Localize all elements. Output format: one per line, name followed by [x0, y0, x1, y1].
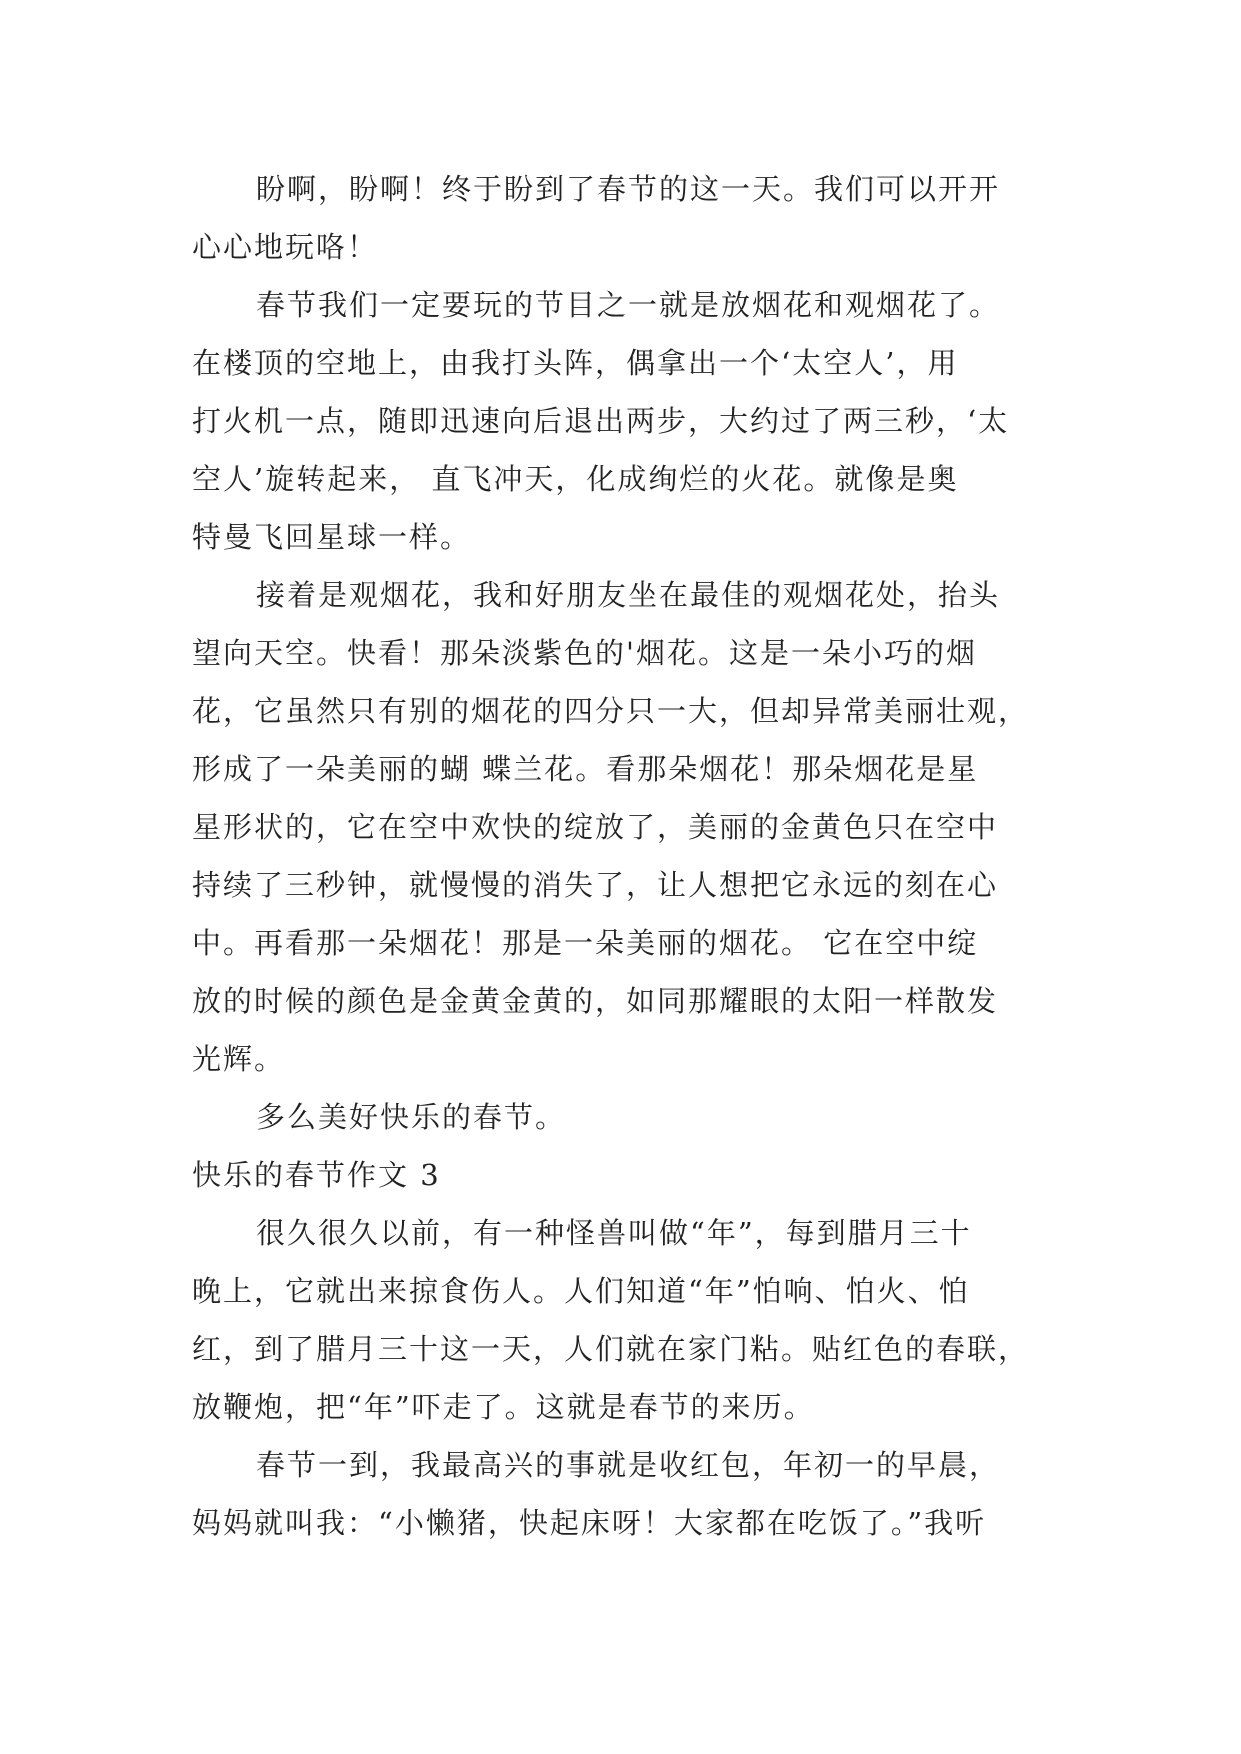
text-line: 多么美好快乐的春节。 [256, 1100, 567, 1134]
text-line: 在楼顶的空地上，由我打头阵，偶拿出一个‘太空人’，用 [192, 346, 959, 380]
text-line: 春节一到，我最高兴的事就是收红包，年初一的早晨， [256, 1448, 1001, 1482]
text-line: 盼啊，盼啊！终于盼到了春节的这一天。我们可以开开 [256, 172, 1001, 206]
text-line: 望向天空。快看！那朵淡紫色的'烟花。这是一朵小巧的烟 [192, 636, 977, 670]
text-line: 放的时候的颜色是金黄金黄的，如同那耀眼的太阳一样散发 [192, 984, 999, 1018]
text-line: 持续了三秒钟，就慢慢的消失了，让人想把它永远的刻在心 [192, 868, 999, 902]
section-heading: 快乐的春节作文 3 [192, 1158, 441, 1192]
text-line: 妈妈就叫我：“小懒猪，快起床呀！大家都在吃饭了。”我听 [192, 1506, 987, 1540]
text-line: 接着是观烟花，我和好朋友坐在最佳的观烟花处，抬头 [256, 578, 1001, 612]
text-line: 晚上，它就出来掠食伤人。人们知道“年”怕响、怕火、怕 [192, 1274, 970, 1308]
document-body [192, 160, 1072, 1552]
text-line: 中。再看那一朵烟花！那是一朵美丽的烟花。 它在空中绽 [192, 926, 979, 960]
text-line: 特曼飞回星球一样。 [192, 520, 472, 554]
text-line: 很久很久以前，有一种怪兽叫做“年”，每到腊月三十 [256, 1216, 972, 1250]
text-line: 春节我们一定要玩的节目之一就是放烟花和观烟花了。 [256, 288, 1001, 322]
text-line: 星形状的，它在空中欢快的绽放了，美丽的金黄色只在空中 [192, 810, 999, 844]
text-line: 花，它虽然只有别的烟花的四分只一大，但却异常美丽壮观， [192, 694, 1030, 728]
text-line: 形成了一朵美丽的蝴 蝶兰花。看那朵烟花！那朵烟花是星 [192, 752, 979, 786]
text-line: 红，到了腊月三十这一天，人们就在家门粘。贴红色的春联， [192, 1332, 1030, 1366]
text-line: 放鞭炮，把“年”吓走了。这就是春节的来历。 [192, 1390, 815, 1424]
text-line: 心心地玩咯！ [192, 230, 379, 264]
text-line: 打火机一点，随即迅速向后退出两步，大约过了两三秒，‘太 [192, 404, 1010, 438]
text-line: 空人’旋转起来， 直飞冲天，化成绚烂的火花。就像是奥 [192, 462, 959, 496]
text-line: 光辉。 [192, 1042, 286, 1076]
